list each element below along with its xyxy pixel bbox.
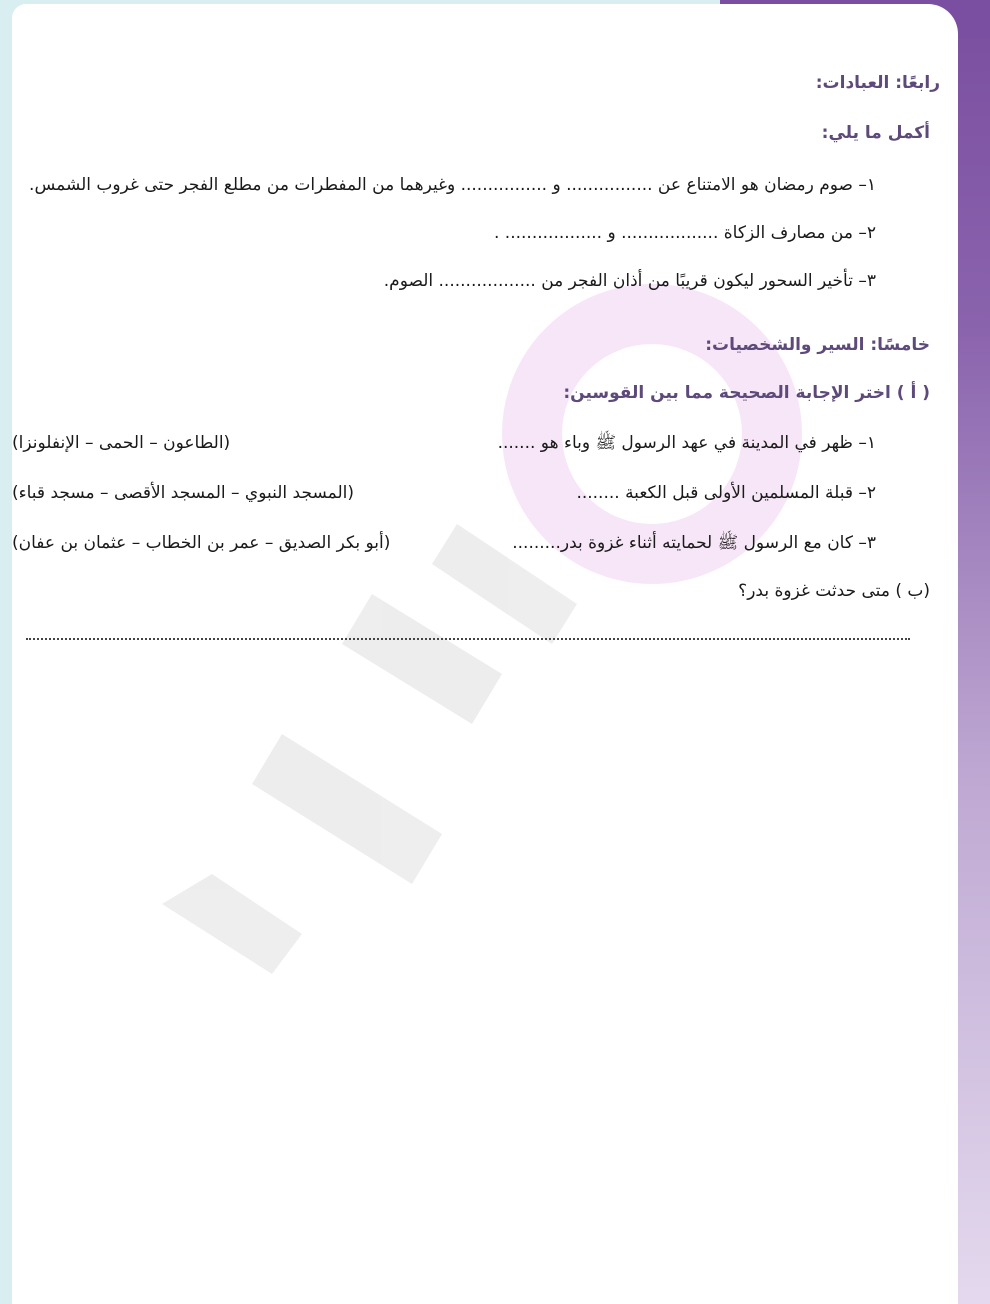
answer-line[interactable]: [26, 638, 910, 640]
section4-instruction: أكمل ما يلي:: [821, 123, 930, 143]
section4-title: رابعًا: العبادات:: [815, 73, 940, 93]
question-2: ٢– قبلة المسلمين الأولى قبل الكعبة ........: [576, 483, 876, 503]
section5-title: خامسًا: السير والشخصيات:: [705, 335, 930, 355]
choices-2: (المسجد النبوي – المسجد الأقصى – مسجد قباء): [12, 483, 354, 503]
choices-1: (الطاعون – الحمى – الإنفلونزا): [12, 433, 231, 453]
worksheet-page: [12, 4, 958, 1304]
section5-part-b: (ب ) متى حدثت غزوة بدر؟: [738, 581, 930, 601]
section4-item-1: ١– صوم رمضان هو الامتناع عن ................ و ................ وغيرهما من المفطرات من مطلع الفجر حتى غروب الشمس.: [29, 175, 876, 195]
question-1: ١– ظهر في المدينة في عهد الرسول ﷺ وباء هو .......: [497, 433, 876, 453]
section5-part-a: ( أ ) اختر الإجابة الصحيحة مما بين القوسين:: [563, 383, 930, 403]
section4-item-2: ٢– من مصارف الزكاة .................. و .................. .: [494, 223, 876, 243]
question-3: ٣– كان مع الرسول ﷺ لحمايته أثناء غزوة بدر.........: [512, 533, 876, 553]
choices-3: (أبو بكر الصديق – عمر بن الخطاب – عثمان بن عفان): [12, 533, 391, 553]
watermark-logo: [12, 4, 958, 1304]
section4-item-3: ٣– تأخير السحور ليكون قريبًا من أذان الفجر من .................. الصوم.: [383, 271, 876, 291]
